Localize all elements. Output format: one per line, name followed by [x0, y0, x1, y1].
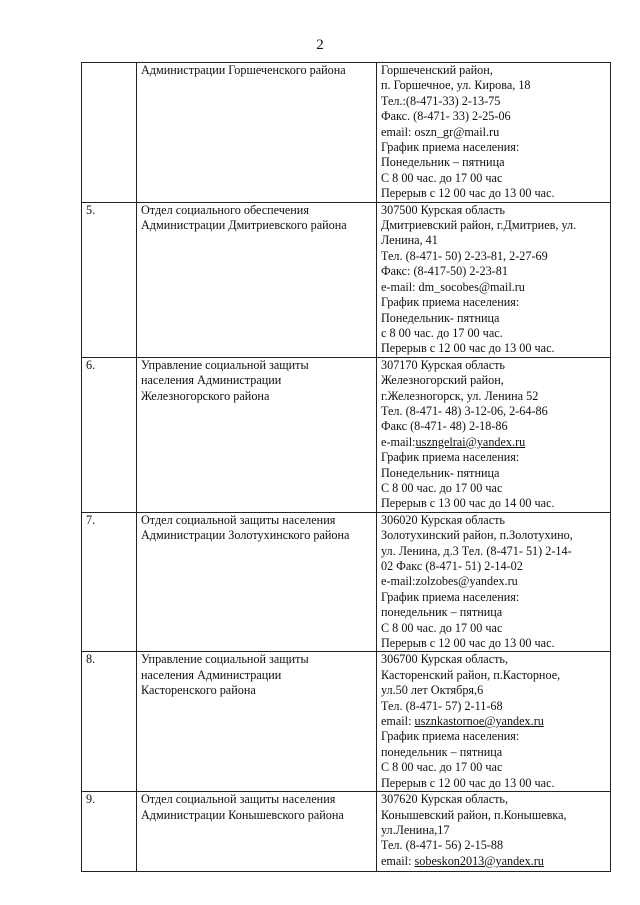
office-name [137, 357, 377, 512]
office-name-line: Железногорского района [141, 388, 270, 403]
row-number: 6. [82, 357, 137, 512]
office-name-line: Управление социальной защиты [141, 652, 309, 667]
phone-line: Тел.:(8-471-33) 2-13-75 [381, 93, 501, 108]
row-number [82, 63, 137, 203]
email-link[interactable]: usznkastornoe@yandex.ru [414, 714, 544, 729]
office-name-line: Отдел социального обеспечения [141, 202, 309, 217]
fax-line: Факс. (8-471- 33) 2-25-06 [381, 109, 511, 124]
office-name-line: Касторенского района [141, 683, 256, 698]
office-contacts [377, 512, 611, 652]
schedule-hours: с 8 00 час. до 17 00 час. [381, 325, 503, 340]
office-name [137, 202, 377, 357]
row-number: 9. [82, 792, 137, 872]
email-link[interactable]: uszngelrai@yandex.ru [415, 434, 526, 449]
office-name-line: Отдел социальной защиты населения [141, 792, 336, 807]
address-line: Железногорский район, [381, 373, 504, 388]
phone-line: Тел. (8-471- 57) 2-11-68 [381, 698, 503, 713]
schedule-break: Перерыв с 12 00 час до 13 00 час. [381, 341, 555, 356]
schedule-hours: С 8 00 час. до 17 00 час [381, 760, 503, 775]
office-name [137, 63, 377, 203]
schedule-title: График приема населения: [381, 140, 520, 155]
phone-line: Тел. (8-471- 48) 3-12-06, 2-64-86 [381, 403, 548, 418]
office-name [137, 652, 377, 792]
address-line: ул. Ленина, д.3 Тел. (8-471- 51) 2-14- [381, 543, 572, 558]
email-line [381, 854, 608, 869]
email-line: email: oszn_gr@mail.ru [381, 124, 500, 139]
row-number: 5. [82, 202, 137, 357]
schedule-title: График приема населения: [381, 589, 520, 604]
schedule-break: Перерыв с 12 00 час до 13 00 час. [381, 775, 555, 790]
office-name-line: Администрации Золотухинского района [141, 528, 350, 543]
office-name-line: населения Администрации [141, 667, 282, 682]
schedule-hours: С 8 00 час. до 17 00 час [381, 620, 503, 635]
row-number: 7. [82, 512, 137, 652]
office-name [137, 792, 377, 872]
address-line: Дмитриевский район, г.Дмитриев, ул. [381, 218, 577, 233]
fax-line: Факс (8-471- 48) 2-18-86 [381, 419, 508, 434]
office-contacts [377, 652, 611, 792]
table-row [82, 357, 611, 512]
address-line: Золотухинский район, п.Золотухино, [381, 528, 573, 543]
offices-table [81, 62, 611, 872]
address-line: 306700 Курская область, [381, 652, 509, 667]
office-name-line: Администрации Дмитриевского района [141, 218, 347, 233]
address-line: ул.50 лет Октября,6 [381, 683, 484, 698]
phone-line: Тел. (8-471- 50) 2-23-81, 2-27-69 [381, 248, 548, 263]
schedule-hours: С 8 00 час. до 17 00 час [381, 480, 503, 495]
schedule-days: понедельник – пятница [381, 744, 503, 759]
phone-line: Тел. (8-471- 56) 2-15-88 [381, 838, 504, 853]
address-line: Конышевский район, п.Конышевка, [381, 807, 567, 822]
page-number: 2 [316, 37, 324, 53]
schedule-title: График приема населения: [381, 450, 520, 465]
office-contacts [377, 63, 611, 203]
address-line: п. Горшечное, ул. Кирова, 18 [381, 78, 531, 93]
address-line: 306020 Курская область [381, 512, 505, 527]
table-row [82, 202, 611, 357]
office-name-line: Администрации Конышевского района [141, 807, 344, 822]
fax-line: 02 Факс (8-471- 51) 2-14-02 [381, 559, 523, 573]
schedule-days: Понедельник- пятница [381, 310, 500, 325]
email-label: e-mail: [381, 434, 416, 449]
email-link[interactable]: sobeskon2013@yandex.ru [414, 853, 544, 868]
address-line: г.Железногорск, ул. Ленина 52 [381, 388, 539, 403]
table-row [82, 652, 611, 792]
address-line: 307620 Курская область, [381, 792, 509, 807]
office-name-line: населения Администрации [141, 373, 282, 388]
row-number: 8. [82, 652, 137, 792]
address-line: 307170 Курская область [381, 357, 505, 372]
office-contacts [377, 357, 611, 512]
table-row [82, 792, 611, 872]
office-name-line: Управление социальной защиты [141, 357, 309, 372]
address-line: ул.Ленина,17 [381, 822, 450, 837]
email-line: e-mail: dm_socobes@mail.ru [381, 279, 525, 294]
office-contacts [377, 792, 611, 872]
schedule-hours: С 8 00 час. до 17 00 час [381, 170, 503, 185]
fax-line: Факс: (8-417-50) 2-23-81 [381, 264, 508, 279]
schedule-break: Перерыв с 12 00 час до 13 00 час. [381, 636, 555, 651]
address-line: 307500 Курская область [381, 202, 505, 217]
schedule-days: понедельник – пятница [381, 605, 503, 620]
address-line: Горшеченский район, [381, 63, 493, 77]
email-line: e-mail:zolzobes@yandex.ru [381, 574, 518, 589]
address-line: Касторенский район, п.Касторное, [381, 667, 561, 682]
schedule-break: Перерыв с 12 00 час до 13 00 час. [381, 186, 555, 201]
email-label: email: [381, 714, 415, 729]
schedule-days: Понедельник- пятница [381, 465, 500, 480]
schedule-title: График приема населения: [381, 295, 520, 310]
office-name-line: Отдел социальной защиты населения [141, 512, 336, 527]
office-name [137, 512, 377, 652]
schedule-break: Перерыв с 13 00 час до 14 00 час. [381, 496, 555, 511]
office-contacts [377, 202, 611, 357]
table-row [82, 512, 611, 652]
address-line: Ленина, 41 [381, 233, 438, 248]
office-name-line: Администрации Горшеченского района [141, 63, 346, 77]
table-row [82, 63, 611, 203]
email-line [381, 714, 608, 729]
schedule-days: Понедельник – пятница [381, 155, 505, 170]
email-label: email: [381, 853, 415, 868]
schedule-title: График приема населения: [381, 729, 520, 744]
email-line [381, 435, 608, 450]
